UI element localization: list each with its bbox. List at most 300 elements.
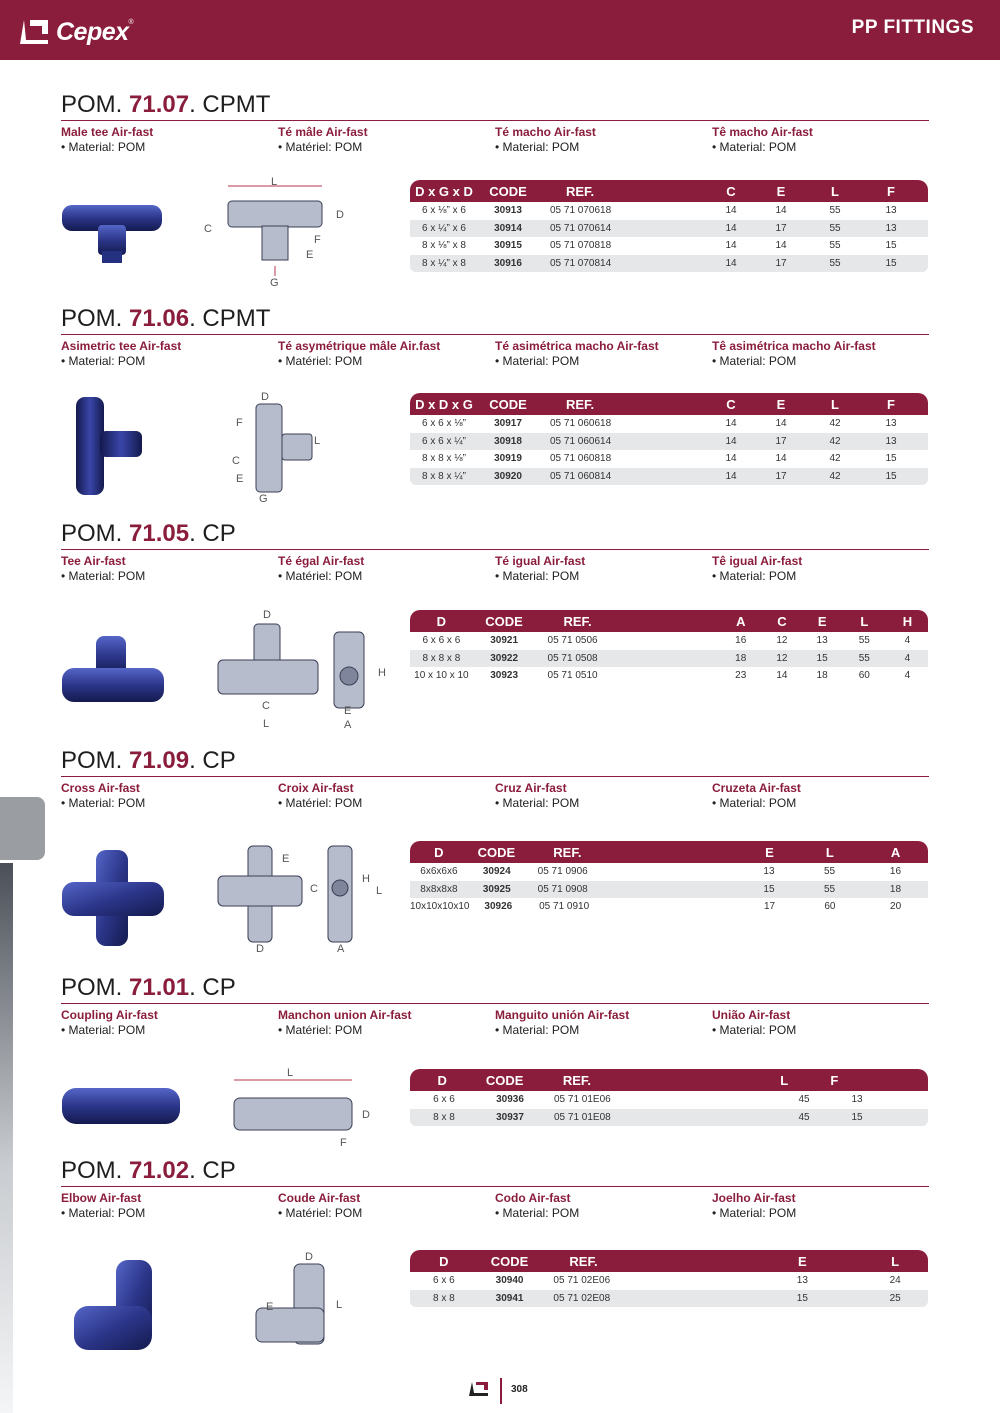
header-title: PP FITTINGS	[851, 17, 974, 38]
table-cell: 30926	[484, 901, 513, 913]
table-cell: 13	[851, 1094, 863, 1106]
coupling-photo	[60, 1084, 182, 1128]
dim-label-H: H	[362, 873, 370, 885]
table-71-06	[410, 393, 928, 485]
cross-drawing	[212, 842, 392, 956]
section-title-part: . CP	[189, 974, 236, 1001]
col-header: F	[830, 1072, 839, 1088]
lang-material-es: • Material: POM	[495, 796, 580, 810]
dim-label-D: D	[263, 609, 271, 621]
table-cell: 05 71 01E08	[554, 1111, 611, 1123]
lang-name-es: Cruz Air-fast	[495, 781, 567, 795]
section-71-06	[61, 304, 929, 368]
table-cell: 30913	[494, 205, 522, 217]
table-cell: 05 71 0908	[537, 883, 588, 895]
lang-material-pt: • Material: POM	[712, 1206, 797, 1220]
lang-material-es: • Material: POM	[495, 569, 580, 583]
table-cell: 10 x 10 x 10	[414, 670, 469, 682]
table-cell: 13	[816, 635, 828, 647]
table-cell: 42	[829, 470, 841, 482]
section-title-part: 71.09	[129, 747, 190, 774]
table-cell: 14	[775, 205, 787, 217]
lang-name-es: Té igual Air-fast	[495, 554, 586, 568]
table-row	[410, 433, 928, 451]
elbow-photo	[72, 1258, 158, 1356]
lang-name-es: Té asimétrica macho Air-fast	[495, 339, 659, 353]
col-header: CODE	[489, 396, 527, 412]
lang-material-fr: • Matériel: POM	[278, 569, 363, 583]
table-cell: 16	[735, 635, 747, 647]
table-cell: 60	[858, 670, 870, 682]
table-cell: 14	[725, 435, 737, 447]
table-row	[410, 1091, 928, 1109]
table-cell: 55	[858, 635, 870, 647]
table-cell: 4	[904, 670, 911, 682]
table-cell: 14	[725, 205, 737, 217]
lang-material-en: • Material: POM	[61, 1206, 146, 1220]
col-header: D	[436, 613, 447, 629]
coupling-drawing	[226, 1064, 378, 1150]
table-cell: 05 71 060618	[550, 418, 612, 430]
table-cell: 17	[775, 435, 787, 447]
lang-name-pt: Tê asimétrica macho Air-fast	[712, 339, 876, 353]
col-header: F	[887, 396, 895, 412]
table-cell: 13	[885, 222, 897, 234]
tee-drawing	[212, 604, 402, 730]
dim-label-C: C	[204, 223, 212, 235]
table-cell: 13	[763, 866, 775, 878]
table-header	[410, 610, 928, 632]
dim-label-D: D	[305, 1251, 313, 1263]
col-header: L	[831, 183, 839, 199]
table-cell: 30916	[494, 257, 522, 269]
table-cell: 13	[885, 435, 897, 447]
section-rule	[61, 549, 929, 550]
table-cell: 30920	[494, 470, 522, 482]
col-header: L	[891, 1253, 900, 1269]
dim-label-E: E	[282, 853, 290, 865]
table-cell: 30917	[494, 418, 522, 430]
tee-photo	[60, 634, 166, 706]
table-cell: 30940	[495, 1275, 524, 1287]
lang-name-es: Té macho Air-fast	[495, 125, 596, 139]
table-cell: 05 71 0506	[547, 635, 598, 647]
section-rule	[61, 1003, 929, 1004]
section-title	[61, 519, 929, 549]
table-row	[410, 898, 928, 916]
table-row	[410, 255, 928, 273]
lang-name-fr: Coude Air-fast	[278, 1191, 361, 1205]
table-cell: 42	[829, 453, 841, 465]
table-cell: 4	[904, 635, 911, 647]
dim-label-L: L	[287, 1067, 294, 1079]
table-cell: 4	[904, 652, 911, 664]
col-header: REF.	[562, 1072, 592, 1088]
dim-label-E: E	[344, 705, 352, 717]
table-cell: 17	[764, 901, 776, 913]
table-cell: 14	[725, 257, 737, 269]
table-row	[410, 1109, 928, 1127]
table-cell: 14	[725, 222, 737, 234]
table-row	[410, 632, 928, 650]
table-cell: 8 x 8	[433, 1111, 455, 1123]
table-cell: 05 71 070618	[550, 205, 612, 217]
lang-material-en: • Material: POM	[61, 354, 146, 368]
table-cell: 8 x 8 x 8	[422, 652, 461, 664]
lang-name-fr: Croix Air-fast	[278, 781, 354, 795]
cepex-logo-icon	[18, 16, 52, 48]
table-row	[410, 220, 928, 238]
table-cell: 14	[725, 240, 737, 252]
lang-name-en: Asimetric tee Air-fast	[61, 339, 182, 353]
lang-name-fr: Té égal Air-fast	[278, 554, 365, 568]
table-header	[410, 180, 928, 202]
table-cell: 13	[796, 1275, 808, 1287]
table-cell: 05 71 01E06	[554, 1094, 611, 1106]
section-title	[61, 973, 929, 1003]
cepex-logo	[18, 14, 134, 50]
col-header: CODE	[477, 844, 516, 860]
dim-label-L: L	[271, 176, 278, 188]
table-cell: 05 71 070614	[550, 222, 612, 234]
section-title-part: . CPMT	[189, 91, 271, 118]
col-header: REF.	[553, 844, 582, 860]
col-header: CODE	[485, 613, 523, 629]
lang-name-en: Male tee Air-fast	[61, 125, 154, 139]
section-title-part: 71.06	[129, 305, 190, 332]
table-cell: 8x8x8x8	[420, 883, 458, 895]
col-header: E	[798, 1253, 807, 1269]
lang-name-pt: Tê macho Air-fast	[712, 125, 813, 139]
table-cell: 55	[823, 883, 836, 895]
lang-name-fr: Té mâle Air-fast	[278, 125, 368, 139]
dim-label-L: L	[314, 435, 321, 447]
section-rule	[61, 776, 929, 777]
lang-name-es: Codo Air-fast	[495, 1191, 571, 1205]
col-header: L	[831, 396, 839, 412]
lang-material-fr: • Matériel: POM	[278, 1023, 363, 1037]
table-cell: 18	[816, 670, 828, 682]
language-descriptions	[61, 339, 929, 368]
lang-name-pt: Cruzeta Air-fast	[712, 781, 801, 795]
dim-label-A: A	[344, 719, 352, 730]
table-row	[410, 863, 928, 881]
col-header: A	[736, 613, 746, 629]
table-cell: 6 x 6	[433, 1094, 455, 1106]
dim-label-E: E	[266, 1301, 274, 1313]
table-cell: 30924	[482, 866, 511, 878]
dim-label-E: E	[306, 249, 314, 261]
table-cell: 24	[889, 1275, 901, 1287]
table-cell: 05 71 060614	[550, 435, 612, 447]
table-cell: 05 71 02E06	[553, 1275, 611, 1287]
table-cell: 10x10x10x10	[410, 901, 470, 913]
section-71-07	[61, 90, 929, 154]
section-title	[61, 1156, 929, 1186]
table-cell: 15	[851, 1111, 863, 1123]
table-cell: 8 x 8	[433, 1292, 455, 1304]
section-rule	[61, 334, 929, 335]
brand-name: Cepex	[56, 17, 129, 46]
col-header: REF.	[569, 1253, 598, 1269]
table-cell: 55	[858, 652, 870, 664]
table-row	[410, 450, 928, 468]
col-header: C	[726, 396, 736, 412]
section-71-05	[61, 519, 929, 583]
col-header: CODE	[489, 183, 527, 199]
table-71-07	[410, 180, 928, 272]
table-cell: 14	[775, 240, 787, 252]
table-cell: 8 x 8 x ⅛”	[422, 453, 466, 465]
table-header	[410, 841, 928, 863]
section-title-part: . CPMT	[189, 305, 271, 332]
table-header	[410, 1250, 928, 1272]
table-cell: 30937	[496, 1111, 524, 1123]
table-71-01	[410, 1069, 928, 1126]
section-71-09	[61, 746, 929, 810]
lang-name-en: Coupling Air-fast	[61, 1008, 158, 1022]
dim-label-L: L	[336, 1299, 343, 1311]
table-cell: 6 x ¼” x 6	[422, 222, 466, 234]
cross-photo	[60, 848, 166, 948]
lang-material-fr: • Matériel: POM	[278, 140, 363, 154]
dim-label-L: L	[376, 885, 383, 897]
table-row	[410, 650, 928, 668]
section-title-part: . CP	[189, 1157, 236, 1184]
table-cell: 55	[829, 257, 841, 269]
lang-material-en: • Material: POM	[61, 796, 146, 810]
section-title-part: 71.02	[129, 1157, 190, 1184]
col-header: REF.	[566, 396, 595, 412]
table-cell: 12	[776, 635, 788, 647]
lang-material-pt: • Material: POM	[712, 1023, 797, 1037]
table-cell: 16	[889, 866, 902, 878]
dim-label-G: G	[259, 493, 268, 505]
table-cell: 17	[775, 257, 787, 269]
table-cell: 15	[816, 652, 828, 664]
table-row	[410, 1272, 928, 1290]
section-rule	[61, 120, 929, 121]
table-cell: 15	[885, 257, 897, 269]
col-header: D x D x G	[415, 396, 473, 412]
table-cell: 15	[763, 883, 775, 895]
table-cell: 12	[776, 652, 788, 664]
language-descriptions	[61, 554, 929, 583]
col-header: F	[887, 183, 895, 199]
dim-label-D: D	[336, 209, 344, 221]
table-cell: 30922	[490, 652, 519, 664]
table-row	[410, 468, 928, 486]
table-row	[410, 667, 928, 685]
col-header: L	[780, 1072, 789, 1088]
language-descriptions	[61, 125, 929, 154]
table-cell: 55	[829, 205, 841, 217]
section-title-part: . CP	[189, 520, 236, 547]
lang-material-en: • Material: POM	[61, 140, 146, 154]
dim-label-C: C	[262, 700, 270, 712]
table-cell: 6 x 6 x 6	[422, 635, 461, 647]
male-tee-drawing	[200, 176, 350, 288]
table-cell: 05 71 0508	[547, 652, 598, 664]
language-descriptions	[61, 781, 929, 810]
section-title-part: . CP	[189, 747, 236, 774]
table-cell: 14	[725, 418, 737, 430]
col-header: D	[437, 1072, 447, 1088]
table-cell: 18	[735, 652, 747, 664]
table-cell: 55	[823, 866, 836, 878]
table-cell: 14	[775, 453, 787, 465]
male-tee-photo	[60, 195, 164, 267]
table-cell: 42	[829, 435, 841, 447]
table-cell: 8 x ¼” x 8	[422, 257, 466, 269]
lang-name-fr: Té asymétrique mâle Air.fast	[278, 339, 441, 353]
col-header: L	[825, 844, 834, 860]
section-title-part: POM.	[61, 520, 130, 547]
section-71-01	[61, 973, 929, 1037]
table-cell: 05 71 0906	[537, 866, 588, 878]
section-title-part: POM.	[61, 1157, 130, 1184]
section-title-part: 71.01	[129, 974, 190, 1001]
lang-material-es: • Material: POM	[495, 1206, 580, 1220]
section-title	[61, 90, 929, 120]
table-cell: 05 71 02E08	[553, 1292, 611, 1304]
section-title-part: POM.	[61, 305, 130, 332]
language-descriptions	[61, 1008, 929, 1037]
dim-label-G: G	[270, 277, 279, 288]
registered-mark: ®	[128, 18, 134, 26]
table-cell: 60	[824, 901, 836, 913]
table-cell: 14	[775, 418, 787, 430]
section-title-part: POM.	[61, 747, 130, 774]
lang-material-pt: • Material: POM	[712, 354, 797, 368]
table-cell: 15	[885, 240, 897, 252]
table-cell: 14	[725, 470, 737, 482]
lang-material-pt: • Material: POM	[712, 796, 797, 810]
table-cell: 6x6x6x6	[420, 866, 458, 878]
table-cell: 8 x ⅛” x 8	[422, 240, 466, 252]
table-cell: 30921	[490, 635, 519, 647]
col-header: REF.	[566, 183, 595, 199]
table-cell: 6 x 6 x ⅛”	[422, 418, 466, 430]
dim-label-C: C	[310, 883, 318, 895]
col-header: CODE	[490, 1253, 529, 1269]
table-cell: 30925	[482, 883, 511, 895]
table-71-05	[410, 610, 928, 685]
section-title-part: POM.	[61, 91, 130, 118]
col-header: E	[776, 183, 786, 199]
table-cell: 30914	[494, 222, 522, 234]
table-cell: 30915	[494, 240, 522, 252]
table-cell: 05 71 070814	[550, 257, 612, 269]
table-cell: 05 71 070818	[550, 240, 612, 252]
col-header: E	[776, 396, 786, 412]
table-cell: 45	[798, 1111, 810, 1123]
dim-label-F: F	[236, 417, 243, 429]
col-header: CODE	[485, 1072, 524, 1088]
lang-material-pt: • Material: POM	[712, 569, 797, 583]
section-title-part: POM.	[61, 974, 130, 1001]
table-71-09	[410, 841, 928, 916]
table-cell: 30941	[495, 1292, 524, 1304]
table-cell: 05 71 0910	[539, 901, 590, 913]
table-71-02	[410, 1250, 928, 1307]
table-cell: 14	[776, 670, 788, 682]
table-cell: 15	[885, 453, 897, 465]
page-header	[0, 0, 1000, 60]
asymmetric-tee-photo	[70, 395, 146, 499]
table-row	[410, 1290, 928, 1308]
dim-label-D: D	[362, 1109, 370, 1121]
table-cell: 18	[889, 883, 902, 895]
dim-label-E: E	[236, 473, 244, 485]
table-cell: 30918	[494, 435, 522, 447]
lang-material-en: • Material: POM	[61, 569, 146, 583]
col-header: D x G x D	[415, 183, 473, 199]
table-cell: 17	[775, 222, 787, 234]
elbow-drawing	[252, 1248, 356, 1352]
col-header: E	[817, 613, 827, 629]
lang-name-fr: Manchon union Air-fast	[278, 1008, 412, 1022]
table-cell: 8 x 8 x ¼”	[422, 470, 466, 482]
table-cell: 05 71 060814	[550, 470, 612, 482]
table-cell: 14	[725, 453, 737, 465]
col-header: C	[777, 613, 787, 629]
lang-name-es: Manguito unión Air-fast	[495, 1008, 630, 1022]
dim-label-L: L	[263, 718, 270, 730]
section-rule	[61, 1186, 929, 1187]
table-cell: 45	[798, 1094, 810, 1106]
lang-name-pt: Joelho Air-fast	[712, 1191, 796, 1205]
table-header	[410, 1069, 928, 1091]
col-header: L	[860, 613, 869, 629]
table-cell: 05 71 060818	[550, 453, 612, 465]
table-cell: 30936	[496, 1094, 524, 1106]
table-cell: 30923	[490, 670, 519, 682]
table-cell: 25	[889, 1292, 901, 1304]
table-cell: 15	[885, 470, 897, 482]
table-cell: 13	[885, 418, 897, 430]
table-row	[410, 415, 928, 433]
dim-label-D: D	[261, 391, 269, 403]
lang-material-es: • Material: POM	[495, 1023, 580, 1037]
footer-logo-icon	[468, 1380, 490, 1398]
table-cell: 30919	[494, 453, 522, 465]
table-cell: 20	[890, 901, 902, 913]
side-tab	[0, 797, 45, 860]
dim-label-F: F	[340, 1137, 347, 1149]
table-cell: 13	[885, 205, 897, 217]
dim-label-A: A	[337, 943, 345, 955]
dim-label-C: C	[232, 455, 240, 467]
lang-material-pt: • Material: POM	[712, 140, 797, 154]
col-header: E	[765, 844, 774, 860]
lang-name-en: Tee Air-fast	[61, 554, 126, 568]
asymmetric-tee-drawing	[228, 388, 338, 506]
table-cell: 6 x 6	[433, 1275, 455, 1287]
col-header: H	[902, 613, 913, 629]
lang-name-en: Cross Air-fast	[61, 781, 140, 795]
section-title-part: 71.07	[129, 91, 190, 118]
lang-material-es: • Material: POM	[495, 140, 580, 154]
section-title	[61, 304, 929, 334]
footer-divider	[500, 1378, 502, 1404]
side-gradient-bar	[0, 863, 13, 1413]
table-cell: 6 x ⅛” x 6	[422, 205, 466, 217]
lang-material-fr: • Matériel: POM	[278, 1206, 363, 1220]
language-descriptions	[61, 1191, 929, 1220]
dim-label-D: D	[256, 943, 264, 955]
page-number: 308	[511, 1384, 528, 1395]
